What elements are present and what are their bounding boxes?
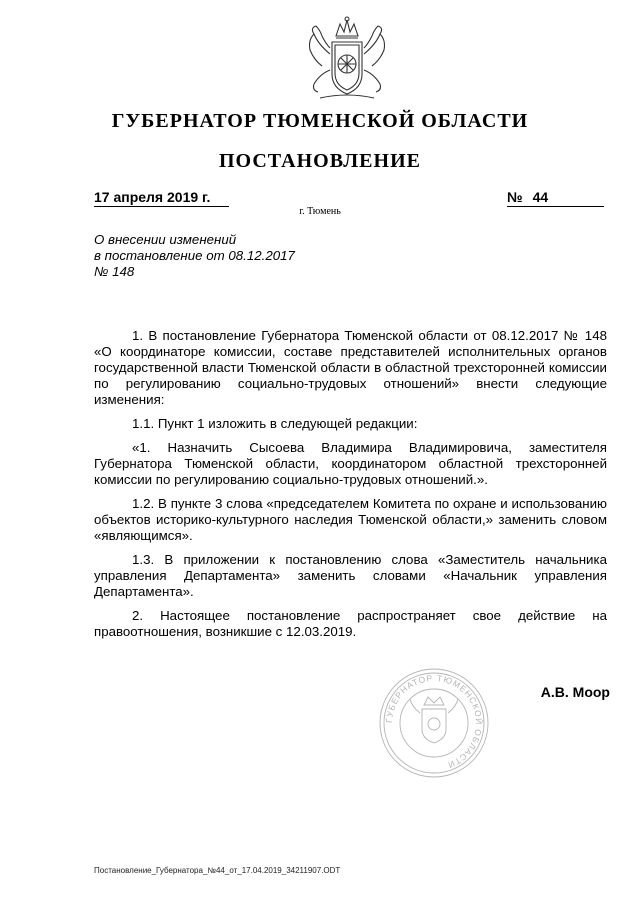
subject-line: О внесении изменений [94, 232, 237, 247]
document-subject [94, 232, 354, 280]
city-label: г. Тюмень [299, 206, 341, 217]
official-seal-icon [378, 667, 490, 779]
subject-line: в постановление от 08.12.2017 [94, 248, 295, 263]
number-label: № [507, 189, 523, 205]
org-title: ГУБЕРНАТОР ТЮМЕНСКОЙ ОБЛАСТИ [111, 110, 529, 132]
body-paragraph: «1. Назначить Сысоева Владимира Владимировича, заместителя Губернатора Тюменской области, координатором областной трехсторонней комиссии по регулированию социально-трудовых отношений.». [94, 440, 607, 487]
svg-text:ГУБЕРНАТОР ТЮМЕНСКОЙ ОБЛАСТИ [384, 673, 485, 771]
body-paragraph: 1.3. В приложении к постановлению слова «Заместитель начальника управления Департамента» заменить словами «Начальник управления Департамента». [94, 552, 607, 599]
number-value: 44 [532, 189, 549, 205]
signatory-name: А.В. Моор [540, 684, 610, 700]
document-number [507, 189, 604, 207]
seal-text: ГУБЕРНАТОР ТЮМЕНСКОЙ ОБЛАСТИ [383, 672, 485, 771]
footer-filename: Постановление_Губернатора_№44_от_17.04.2019_34211907.ODT [94, 866, 341, 875]
document-type-title: ПОСТАНОВЛЕНИЕ [219, 150, 421, 172]
document-body [94, 328, 607, 648]
body-paragraph: 2. Настоящее постановление распространяет свое действие на правоотношения, возникшие с 12.03.2019. [94, 608, 607, 639]
document-date: 17 апреля 2019 г. [94, 189, 229, 207]
tyumen-coat-of-arms-icon [300, 14, 394, 102]
body-paragraph: 1.1. Пункт 1 изложить в следующей редакции: [132, 416, 418, 431]
body-paragraph: 1. В постановление Губернатора Тюменской области от 08.12.2017 № 148 «О координаторе комиссии, составе представителей исполнительных органов государственной власти Тюменской области в областной трехсторонней комиссии по регулированию социально-трудовых отношений» внести следующие изменения: [94, 328, 607, 407]
body-paragraph: 1.2. В пункте 3 слова «председателем Комитета по охране и использованию объектов историко-культурного наследия Тюменской области,» заменить словом «являющимся». [94, 496, 607, 543]
subject-line: № 148 [94, 264, 135, 279]
